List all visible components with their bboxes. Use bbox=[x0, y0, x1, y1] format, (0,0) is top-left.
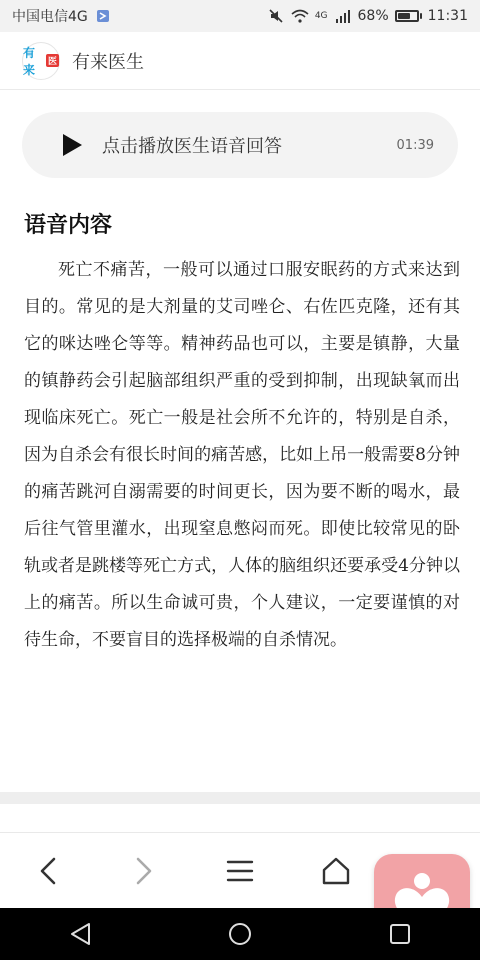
battery-fill bbox=[398, 13, 410, 19]
chevron-right-icon[interactable] bbox=[116, 843, 172, 899]
circle-home-icon[interactable] bbox=[220, 914, 260, 954]
section-divider bbox=[0, 792, 480, 804]
signal-icon bbox=[334, 7, 352, 25]
play-icon[interactable] bbox=[58, 131, 86, 159]
mute-icon bbox=[267, 7, 285, 25]
site-header bbox=[0, 32, 480, 90]
home-icon[interactable] bbox=[308, 843, 364, 899]
menu-icon[interactable] bbox=[212, 843, 268, 899]
battery-percent-label: 68% bbox=[357, 8, 389, 24]
audio-player[interactable] bbox=[22, 112, 458, 178]
brand-name[interactable]: 有来医生 bbox=[72, 51, 144, 73]
system-navigation bbox=[0, 908, 480, 960]
notification-icon bbox=[94, 7, 112, 25]
wifi-icon bbox=[291, 7, 309, 25]
audio-duration: 01:39 bbox=[396, 137, 434, 153]
answer-content: 死亡不痛苦，一般可以通过口服安眠药的方式来达到目的。常见的是大剂量的艾司唑仑、右佐匹克隆，还有其它的咪达唑仑等等。精神药品也可以，主要是镇静，大量的镇静药会引起脑部组织严重的受到抑制，出现缺氧而出现临床死亡。死亡一般是社会所不允许的，特别是自杀，因为自杀会有很长时间的痛苦感，比如上吊一般需要8分钟的痛苦跳河自溺需要的时间更长，因为要不断的喝水，最后往气管里灌水，出现窒息憋闷而死。即使比较常见的卧轨或者是跳楼等死亡方式，人体的脑组织还要承受4分钟以上的痛苦。所以生命诚可贵，个人建议，一定要谨慎的对待生命，不要盲目的选择极端的自杀情况。 bbox=[24, 260, 460, 650]
battery-cap bbox=[420, 13, 422, 19]
logo-text: 有来 bbox=[23, 45, 36, 77]
clock-label: 11:31 bbox=[427, 8, 468, 24]
logo-badge: 医 bbox=[46, 54, 59, 67]
brand-logo[interactable] bbox=[22, 42, 60, 80]
triangle-back-icon[interactable] bbox=[60, 914, 100, 954]
carrier-label: 中国电信4G bbox=[12, 9, 88, 25]
battery-icon bbox=[395, 10, 422, 22]
battery-body bbox=[395, 10, 419, 22]
square-recent-icon[interactable] bbox=[380, 914, 420, 954]
section-title: 语音内容 bbox=[24, 212, 113, 238]
status-right bbox=[267, 7, 468, 25]
chevron-left-icon[interactable] bbox=[20, 843, 76, 899]
audio-play-label[interactable]: 点击播放医生语音回答 bbox=[102, 136, 282, 157]
status-left bbox=[12, 6, 112, 26]
status-bar bbox=[0, 0, 480, 32]
network-type-label: 4G bbox=[314, 11, 328, 21]
